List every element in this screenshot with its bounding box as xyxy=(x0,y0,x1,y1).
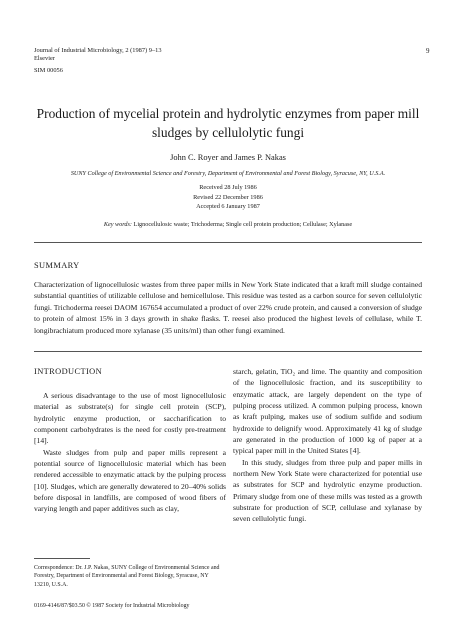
article-title: Production of mycelial protein and hydrolytic enzymes from paper mill sludges by cellulolytic fungi xyxy=(36,106,420,140)
right-column xyxy=(233,366,422,525)
accepted-date: Accepted 6 January 1987 xyxy=(196,203,260,211)
intro-paragraph: starch, gelatin, TiO₂ and lime. The quantity and composition of the lignocellulosic fraction, and its susceptibility to enzymatic attack, are largely dependent on the type of pulping process utilized. A common pulping process, known as kraft pulping, makes use of sodium sulfide and sodium hydroxide to delignify wood. Approximately 41 kg of sludge are generated in the production of 1000 kg of paper at a typical paper mill in the United States [4]. xyxy=(233,367,422,456)
summary-text: Characterization of lignocellulosic wastes from three paper mills in New York State indicated that a kraft mill sludge contained substantial quantities of utilizable cellulose and hemicellulose. This residue was tested as a carbon source for seven cellulolytic fungi. Trichoderma reesei DAOM 167654 accumulated a product of over 22% crude protein, and caused a conversion of sludge to protein of almost 15% in 3 days growth in shake flasks. T. reesei also produced the highest levels of cellulase, while T. longibrachiatum produced more xylanase (35 units/ml) than other fungi examined. xyxy=(34,280,423,335)
intro-paragraph: In this study, sludges from three pulp and paper mills in northern New York State were characterized for potential use as substrates for SCP and hydrolytic enzyme production. Primary sludge from one of these mills was tested as a growth substrate for production of SCP, cellulase and xylanase by seven cellulolytic fungi. xyxy=(233,457,422,524)
introduction-heading: INTRODUCTION xyxy=(34,367,103,376)
copyright-line: 0169-4146/87/$03.50 © 1987 Society for Industrial Microbiology xyxy=(34,603,190,609)
top-rule xyxy=(34,242,422,243)
keywords xyxy=(20,221,436,228)
summary-heading: SUMMARY xyxy=(34,261,80,270)
footnote-rule xyxy=(34,558,90,559)
page-number: 9 xyxy=(426,47,430,55)
keywords-label: Key words: xyxy=(103,221,132,228)
correspondence-footnote: Correspondence: Dr. J.P. Nakas, SUNY College of Environmental Science and Forestry, Department of Environmental and Forest Biology, Syracuse, NY 13210, U.S.A. xyxy=(34,565,220,588)
keywords-text: Lignocellulosic waste; Trichoderma; Single cell protein production; Cellulase; Xylanase xyxy=(133,221,353,228)
journal-header xyxy=(34,47,162,75)
revised-date: Revised 22 December 1986 xyxy=(193,193,263,201)
summary-rule xyxy=(34,351,422,352)
affiliation: SUNY College of Environmental Science and Forestry, Department of Environmental and Forest Biology, Syracuse, NY, U.S.A. xyxy=(70,170,386,177)
left-column xyxy=(34,390,226,515)
dates-block xyxy=(20,183,436,212)
intro-paragraph: A serious disadvantage to the use of most lignocellulosic material as substrate(s) for single cell protein (SCP), hydrolytic enzyme production, or saccharification to component carbohydrates is the need for costly pre-treatment [14]. xyxy=(34,391,226,446)
article-id: SIM 00056 xyxy=(34,66,63,74)
journal-citation: Journal of Industrial Microbiology, 2 (1987) 9–13 xyxy=(34,47,162,54)
publisher-name: Elsevier xyxy=(34,55,55,63)
received-date: Received 28 July 1986 xyxy=(199,184,257,191)
authors: John C. Royer and James P. Nakas xyxy=(170,153,286,162)
intro-paragraph: Waste sludges from pulp and paper mills represent a potential source of lignocellulosic material which has been rendered accessible to enzymatic attack by the pulping process [10]. Sludges, which are generally dewatered to 20–40% solids before disposal in landfills, are composed of wood fibers of varying length and paper additives such as clay, xyxy=(34,447,226,514)
